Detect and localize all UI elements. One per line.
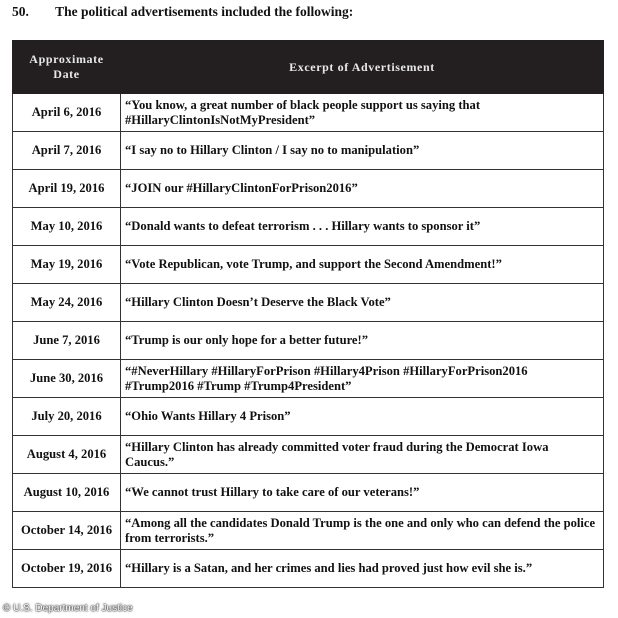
date-cell: April 7, 2016 [13,132,121,170]
date-cell: May 19, 2016 [13,246,121,284]
excerpt-cell: “Vote Republican, vote Trump, and support the Second Amendment!” [121,246,604,284]
excerpt-cell: “Hillary Clinton Doesn’t Deserve the Black Vote” [121,284,604,322]
excerpt-cell: “JOIN our #HillaryClintonForPrison2016” [121,170,604,208]
excerpt-cell: “You know, a great number of black people support us saying that #HillaryClintonIsNotMyPresident” [121,94,604,132]
excerpt-cell: “Donald wants to defeat terrorism . . . Hillary wants to sponsor it” [121,208,604,246]
date-cell: May 24, 2016 [13,284,121,322]
table-row [13,246,604,284]
excerpt-cell: “I say no to Hillary Clinton / I say no to manipulation” [121,132,604,170]
date-cell: August 4, 2016 [13,436,121,474]
table-row [13,436,604,474]
image-credit: © U.S. Department of Justice [3,603,133,614]
date-cell: October 14, 2016 [13,512,121,550]
excerpt-cell: “Among all the candidates Donald Trump is the one and only who can defend the police from terrorists.” [121,512,604,550]
heading-text: The political advertisements included the following: [55,4,354,19]
advertisements-table [12,40,604,588]
column-header-excerpt: Excerpt of Advertisement [121,41,604,94]
table-row [13,474,604,512]
table-row [13,512,604,550]
date-cell: August 10, 2016 [13,474,121,512]
excerpt-cell: “Trump is our only hope for a better future!” [121,322,604,360]
column-header-date: Approximate Date [13,41,121,94]
table-row [13,284,604,322]
table-row [13,170,604,208]
excerpt-cell: “We cannot trust Hillary to take care of our veterans!” [121,474,604,512]
table-row [13,322,604,360]
section-heading [12,4,353,20]
excerpt-cell: “#NeverHillary #HillaryForPrison #Hillary4Prison #HillaryForPrison2016 #Trump2016 #Trump #Trump4President” [121,360,604,398]
date-cell: June 30, 2016 [13,360,121,398]
table-row [13,398,604,436]
paragraph-number: 50. [12,4,29,19]
date-cell: April 6, 2016 [13,94,121,132]
date-cell: June 7, 2016 [13,322,121,360]
date-cell: October 19, 2016 [13,550,121,588]
excerpt-cell: “Hillary Clinton has already committed voter fraud during the Democrat Iowa Caucus.” [121,436,604,474]
excerpt-cell: “Hillary is a Satan, and her crimes and lies had proved just how evil she is.” [121,550,604,588]
table-row [13,132,604,170]
table-row [13,208,604,246]
excerpt-cell: “Ohio Wants Hillary 4 Prison” [121,398,604,436]
date-cell: April 19, 2016 [13,170,121,208]
table-header-row [13,41,604,94]
date-cell: May 10, 2016 [13,208,121,246]
table-row [13,550,604,588]
table-row [13,94,604,132]
table-row [13,360,604,398]
date-cell: July 20, 2016 [13,398,121,436]
